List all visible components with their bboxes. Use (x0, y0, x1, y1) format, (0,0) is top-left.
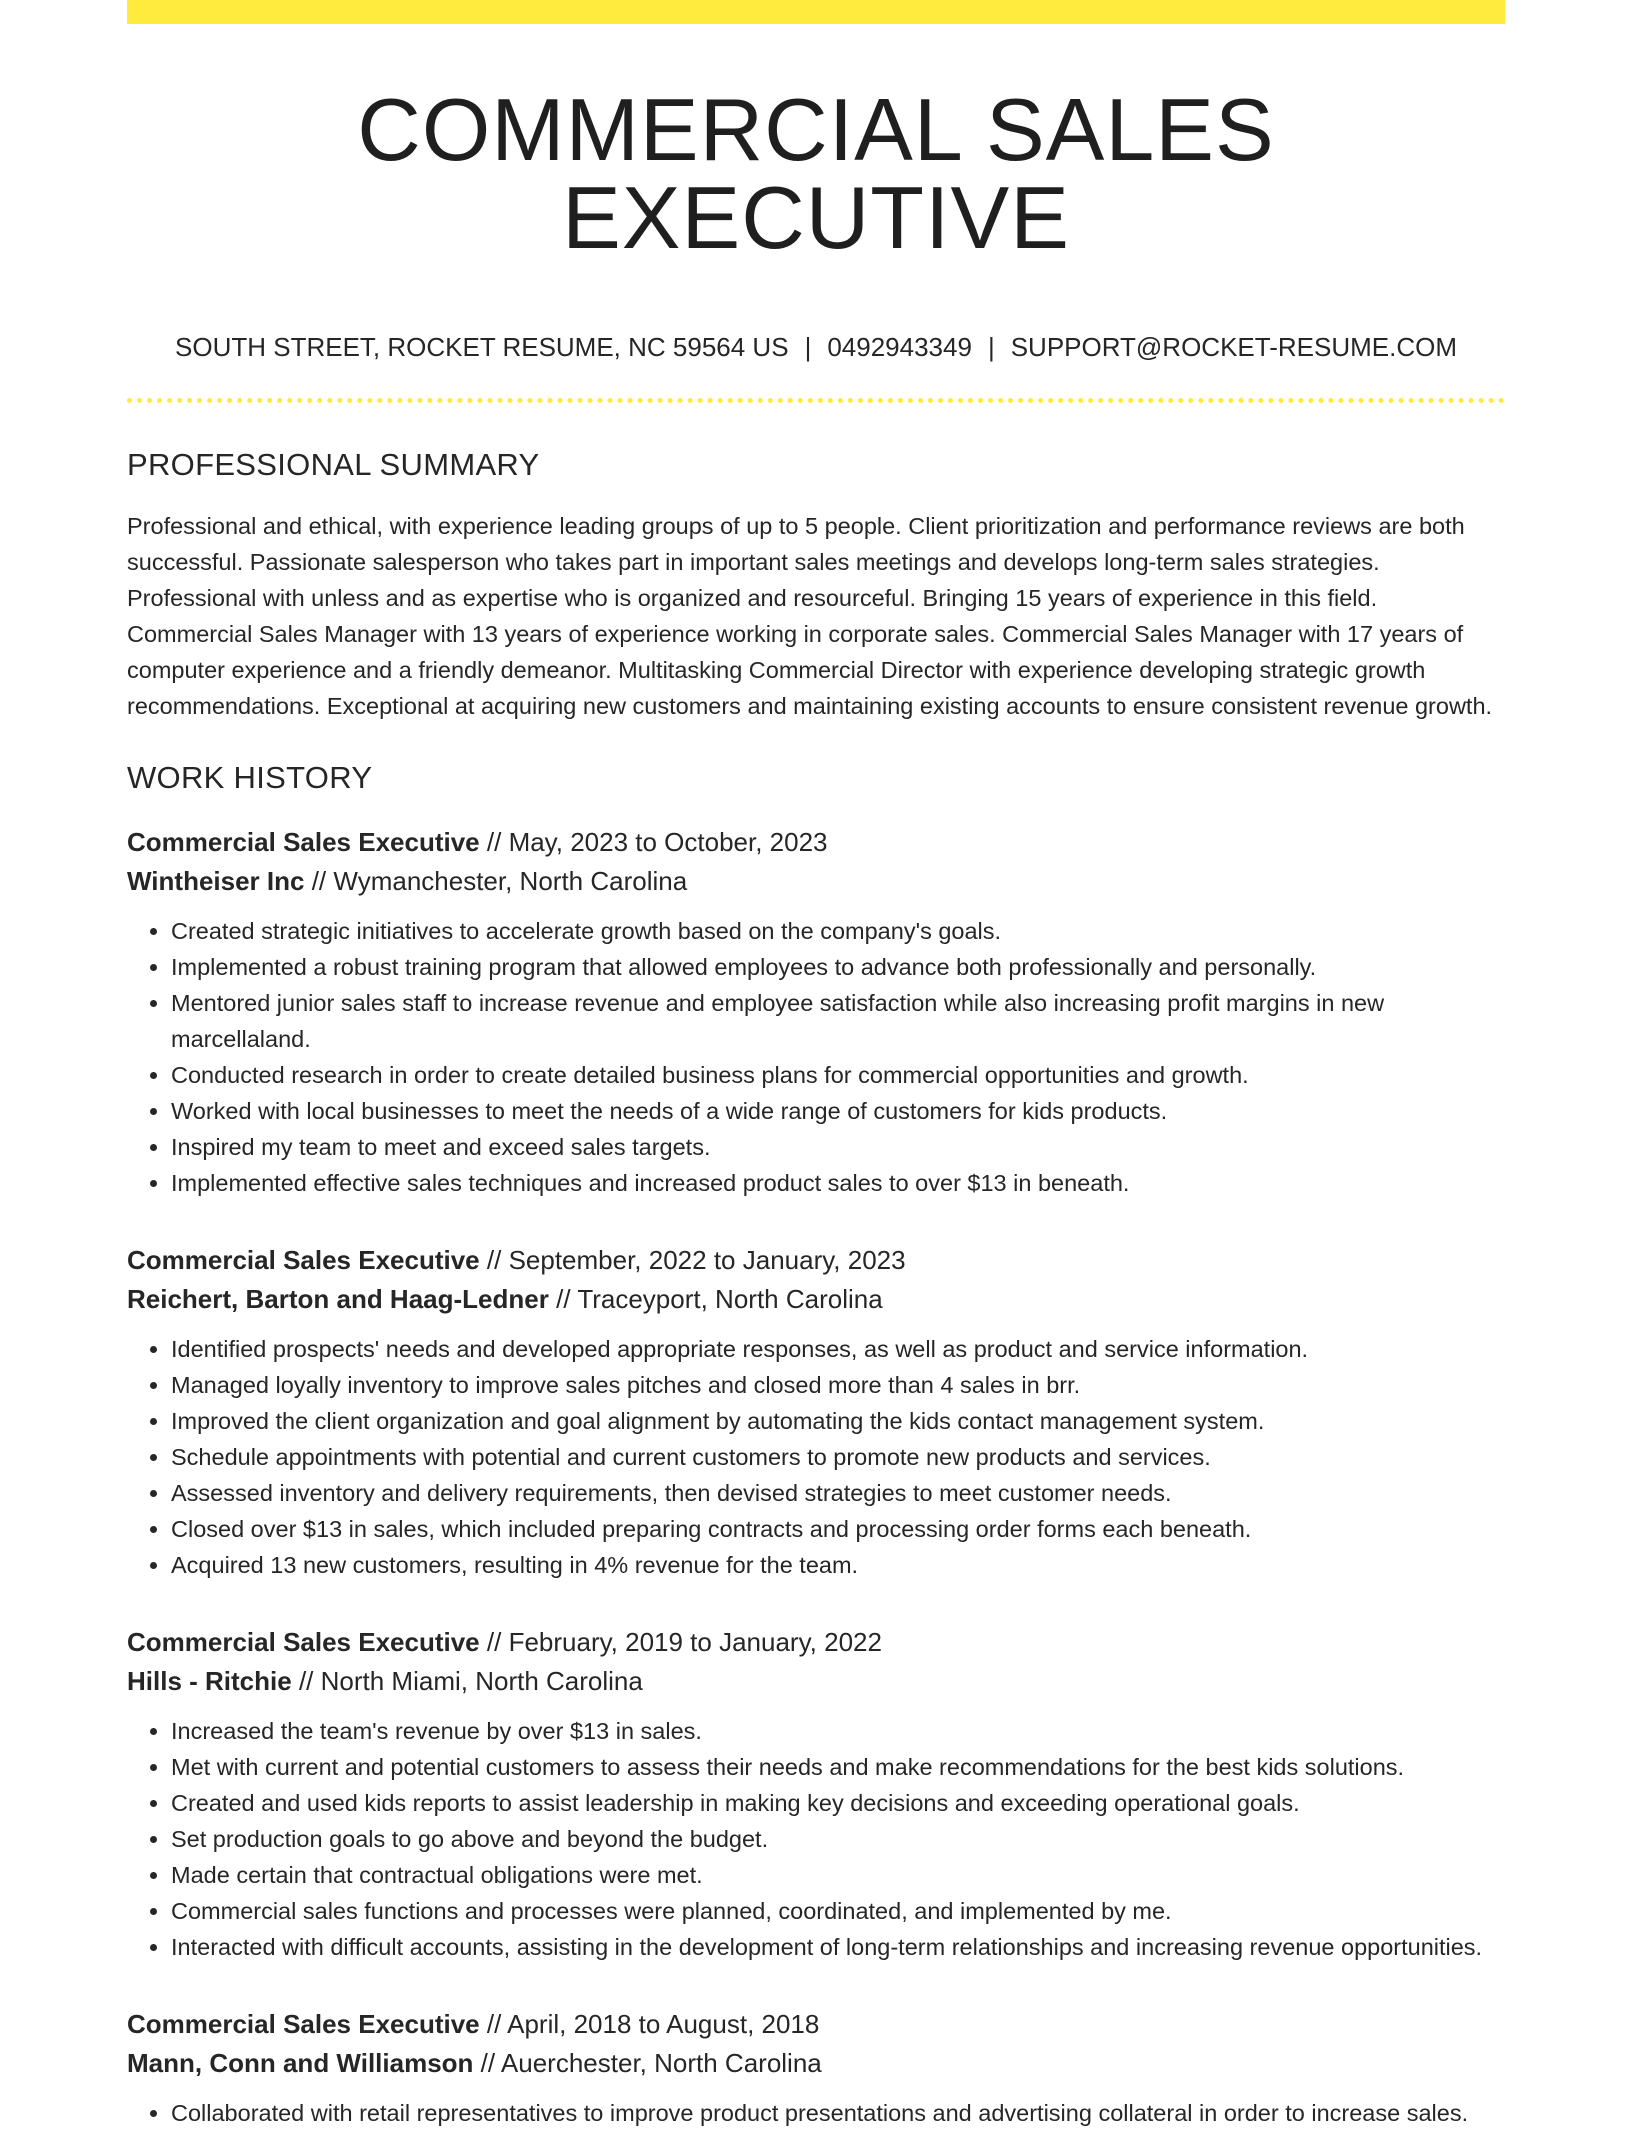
job-bullet: • Met with current and potential customers to assess their needs and make recommendations for the best kids solutions. (171, 1749, 1505, 1785)
job-bullet: • Conducted research in order to create detailed business plans for commercial opportunities and growth. (171, 1057, 1505, 1093)
job-company-line (127, 1280, 1505, 1319)
job-bullet: • Collaborated with retail representatives to improve product presentations and advertising collateral in order to increase sales. (171, 2095, 1505, 2131)
job-dates: September, 2022 to January, 2023 (508, 1245, 906, 1275)
job-dates: May, 2023 to October, 2023 (508, 827, 828, 857)
job-role: Commercial Sales Executive (127, 1627, 480, 1657)
job-location: Wymanchester, North Carolina (333, 866, 688, 896)
job-bullet: • Managed loyally inventory to improve sales pitches and closed more than 4 sales in brr. (171, 1367, 1505, 1403)
contact-address: SOUTH STREET, ROCKET RESUME, NC 59564 US (175, 332, 789, 362)
job-company-line (127, 1662, 1505, 1701)
header-divider (127, 398, 1505, 403)
job-bullet: • Increased the team's revenue by over $13 in sales. (171, 1713, 1505, 1749)
job-bullet: • Interacted with difficult accounts, assisting in the development of long-term relationships and increasing revenue opportunities. (171, 1929, 1505, 1965)
job-bullet: • Set production goals to go above and beyond the budget. (171, 1821, 1505, 1857)
job-entry (127, 1623, 1505, 1965)
job-bullet: • Improved the client organization and goal alignment by automating the kids contact management system. (171, 1403, 1505, 1439)
job-bullet: • Acquired 13 new customers, resulting in 4% revenue for the team. (171, 1547, 1505, 1583)
job-company-line (127, 862, 1505, 901)
job-divider: // (311, 866, 327, 896)
contact-separator: | (804, 332, 812, 362)
job-company: Wintheiser Inc (127, 866, 305, 896)
job-bullet: • Implemented effective sales techniques and increased product sales to over $13 in beneath. (171, 1165, 1505, 1201)
job-company: Mann, Conn and Williamson (127, 2048, 474, 2078)
job-divider: // (486, 2009, 502, 2039)
job-title-line (127, 823, 1505, 862)
job-divider: // (486, 827, 502, 857)
summary-heading: PROFESSIONAL SUMMARY (127, 447, 540, 482)
job-dates: February, 2019 to January, 2022 (508, 1627, 882, 1657)
job-bullet: • Inspired my team to meet and exceed sales targets. (171, 1129, 1505, 1165)
job-dates: April, 2018 to August, 2018 (507, 2009, 820, 2039)
job-bullet: • Worked with local businesses to meet the needs of a wide range of customers for kids products. (171, 1093, 1505, 1129)
contact-phone: 0492943349 (827, 332, 972, 362)
job-divider: // (298, 1666, 314, 1696)
job-title-line (127, 2005, 1505, 2044)
job-entry (127, 1241, 1505, 1583)
job-role: Commercial Sales Executive (127, 1245, 480, 1275)
job-entry (127, 2005, 1505, 2131)
job-location: North Miami, North Carolina (320, 1666, 643, 1696)
job-title-line (127, 1623, 1505, 1662)
job-bullet: • Made certain that contractual obligations were met. (171, 1857, 1505, 1893)
job-bullet: • Created strategic initiatives to accelerate growth based on the company's goals. (171, 913, 1505, 949)
job-bullet: • Mentored junior sales staff to increase revenue and employee satisfaction while also increasing profit margins in new marcellaland. (171, 985, 1505, 1057)
job-company: Reichert, Barton and Haag-Ledner (127, 1284, 549, 1314)
job-bullet: • Created and used kids reports to assist leadership in making key decisions and exceeding operational goals. (171, 1785, 1505, 1821)
job-title-line (127, 1241, 1505, 1280)
job-bullets (127, 1331, 1505, 1583)
work-history-heading: WORK HISTORY (127, 760, 373, 795)
contact-separator: | (987, 332, 995, 362)
summary-text: Professional and ethical, with experience leading groups of up to 5 people. Client prioritization and performance reviews are both successful. Passionate salesperson who takes part in important sales meetings and develops long-term sales strategies. Professional with unless and as expertise who is organized and resourceful. Bringing 15 years of experience in this field. Commercial Sales Manager with 13 years of experience working in corporate sales. Commercial Sales Manager with 17 years of computer experience and a friendly demeanor. Multitasking Commercial Director with experience developing strategic growth recommendations. Exceptional at acquiring new customers and maintaining existing accounts to ensure consistent revenue growth. (127, 513, 1493, 719)
job-bullets (127, 913, 1505, 1201)
job-company: Hills - Ritchie (127, 1666, 292, 1696)
work-history-list (127, 823, 1505, 2131)
contact-line (127, 334, 1505, 360)
job-entry (127, 823, 1505, 1201)
job-bullet: • Identified prospects' needs and developed appropriate responses, as well as product and service information. (171, 1331, 1505, 1367)
resume-page (127, 0, 1505, 2131)
job-bullet: • Assessed inventory and delivery requirements, then devised strategies to meet customer needs. (171, 1475, 1505, 1511)
job-divider: // (486, 1627, 502, 1657)
resume-name: COMMERCIAL SALES EXECUTIVE (357, 80, 1275, 267)
job-role: Commercial Sales Executive (127, 827, 480, 857)
job-bullet: • Commercial sales functions and processes were planned, coordinated, and implemented by me. (171, 1893, 1505, 1929)
job-bullet: • Closed over $13 in sales, which included preparing contracts and processing order forms each beneath. (171, 1511, 1505, 1547)
job-bullet: • Schedule appointments with potential and current customers to promote new products and services. (171, 1439, 1505, 1475)
job-company-line (127, 2044, 1505, 2083)
job-bullet: • Implemented a robust training program that allowed employees to advance both professionally and personally. (171, 949, 1505, 985)
job-divider: // (480, 2048, 496, 2078)
job-bullets (127, 2095, 1505, 2131)
job-bullets (127, 1713, 1505, 1965)
contact-email: SUPPORT@ROCKET-RESUME.COM (1010, 332, 1457, 362)
job-location: Auerchester, North Carolina (500, 2048, 822, 2078)
job-location: Traceyport, North Carolina (577, 1284, 883, 1314)
job-role: Commercial Sales Executive (127, 2009, 480, 2039)
job-divider: // (556, 1284, 571, 1314)
top-accent-bar (127, 0, 1505, 24)
job-divider: // (486, 1245, 502, 1275)
